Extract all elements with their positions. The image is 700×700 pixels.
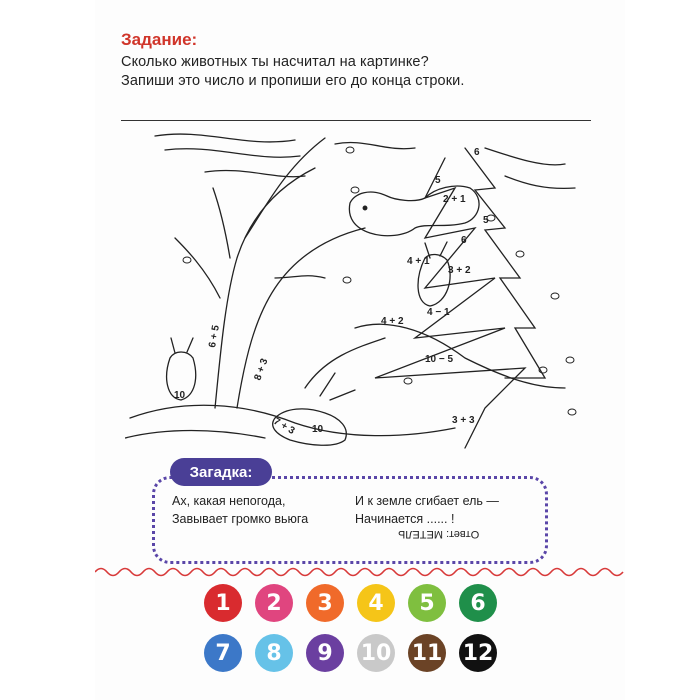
tree-label: 4 + 1 <box>407 256 430 267</box>
tree-label: 3 + 3 <box>452 415 475 426</box>
wind-line <box>485 148 565 165</box>
tree-label: 10 − 5 <box>425 354 454 365</box>
tree-label: 6 <box>461 235 467 246</box>
tree-trunk-right <box>237 228 365 408</box>
number-circle-10[interactable]: 10 <box>357 634 395 672</box>
tree-label: 5 <box>483 215 489 226</box>
task-question: Сколько животных ты насчитал на картинке? <box>121 54 429 70</box>
trunk-label: 6 + 5 <box>207 324 222 349</box>
snowflake <box>346 147 354 153</box>
number-circle-8[interactable]: 8 <box>255 634 293 672</box>
number-circle-9[interactable]: 9 <box>306 634 344 672</box>
tree-label: 2 + 1 <box>443 194 466 205</box>
bunny-label: 10 <box>312 424 324 435</box>
task-title: Задание: <box>121 30 198 49</box>
number-circle-3[interactable]: 3 <box>306 584 344 622</box>
number-circle-5[interactable]: 5 <box>408 584 446 622</box>
tree-branch <box>245 138 325 238</box>
wavy-divider <box>95 565 625 579</box>
snowflake <box>551 293 559 299</box>
tree-label: 4 + 2 <box>381 316 404 327</box>
wind-line <box>165 149 300 157</box>
riddle-right-line2: Начинается ...... ! <box>355 512 455 526</box>
tree-label: 6 <box>474 147 480 158</box>
snowflake <box>568 409 576 415</box>
number-circle-7[interactable]: 7 <box>204 634 242 672</box>
riddle-answer-upside-down: Ответ: МЕТЕЛЬ <box>398 528 480 540</box>
number-circle-12[interactable]: 12 <box>459 634 497 672</box>
riddle-left-line2: Завывает громко вьюга <box>172 512 309 526</box>
tree-label: 4 − 1 <box>427 307 450 318</box>
number-circle-11[interactable]: 11 <box>408 634 446 672</box>
wind-line <box>505 176 575 188</box>
snowflake <box>183 257 191 263</box>
number-circle-2[interactable]: 2 <box>255 584 293 622</box>
answer-write-line[interactable] <box>121 120 591 121</box>
number-circle-1[interactable]: 1 <box>204 584 242 622</box>
snowflake <box>343 277 351 283</box>
fir-tree-outline-right <box>465 148 545 378</box>
winter-scene-illustration <box>125 128 595 468</box>
trunk-label: 8 + 3 <box>252 357 271 383</box>
bunny-left-ears <box>171 338 193 353</box>
tree-branch <box>213 188 230 258</box>
wind-line <box>155 134 295 142</box>
squirrel-eye <box>363 206 367 210</box>
snowflake <box>351 187 359 193</box>
snowflake <box>516 251 524 257</box>
tree-branch <box>175 238 220 298</box>
tree-label: 5 <box>435 175 441 186</box>
tree-label: 3 + 2 <box>448 265 471 276</box>
snowflake <box>404 378 412 384</box>
bunny-right-ears <box>320 373 355 400</box>
number-circle-6[interactable]: 6 <box>459 584 497 622</box>
snowflake <box>566 357 574 363</box>
snow-ground <box>125 431 265 439</box>
task-instruction: Запиши это число и пропиши его до конца строки. <box>121 73 465 89</box>
riddle-left-line1: Ах, какая непогода, <box>172 494 286 508</box>
scene-svg <box>125 128 595 468</box>
tree-branch <box>305 338 385 388</box>
riddle-tab: Загадка: <box>170 458 272 486</box>
trunk-label: 7 + 3 <box>271 416 297 437</box>
riddle-right-line1: И к земле сгибает ель — <box>355 494 499 508</box>
bunny-label: 10 <box>174 390 186 401</box>
number-circle-4[interactable]: 4 <box>357 584 395 622</box>
